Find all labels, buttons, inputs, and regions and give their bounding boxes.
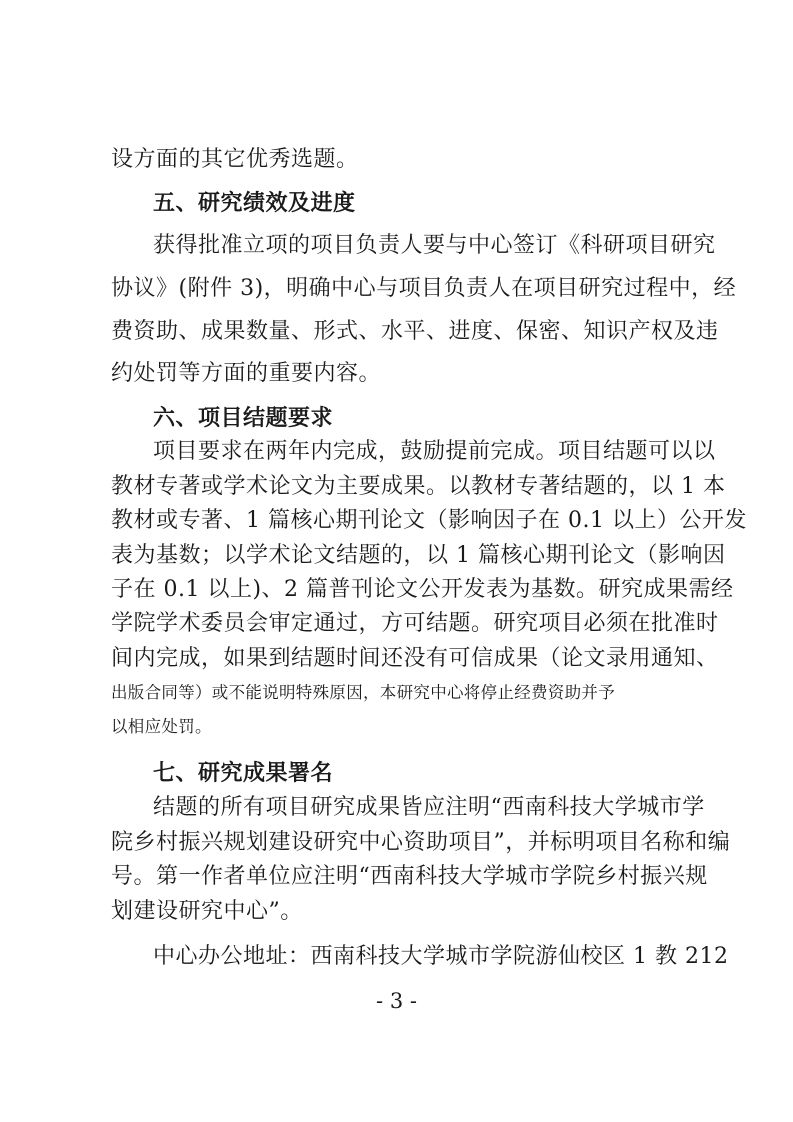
section-6-line: 项目要求在两年内完成，鼓励提前完成。项目结题可以以 (153, 439, 716, 464)
section-6-line: 教材专著或学术论文为主要成果。以教材专著结题的，以 1 本 (111, 474, 726, 499)
section-6-line: 以相应处罚。 (111, 717, 212, 736)
section-6-line: 间内完成，如果到结题时间还没有可信成果（论文录用通知、 (111, 646, 719, 671)
section-6-line: 表为基数；以学术论文结题的，以 1 篇核心期刊论文（影响因 (111, 543, 726, 568)
section-6-line: 子在 0.1 以上)、2 篇普刊论文公开发表为基数。研究成果需经 (111, 577, 734, 602)
section-6-line: 学院学术委员会审定通过，方可结题。研究项目必须在批准时 (111, 611, 719, 636)
section-6-line: 出版合同等）或不能说明特殊原因，本研究中心将停止经费资助并予 (111, 683, 615, 702)
section-7-line: 结题的所有项目研究成果皆应注明“西南科技大学城市学 (153, 795, 705, 820)
section-5-line: 约处罚等方面的重要内容。 (111, 361, 382, 386)
section-7-line: 号。第一作者单位应注明“西南科技大学城市学院乡村振兴规 (111, 864, 708, 889)
section-7-line: 院乡村振兴规划建设研究中心资助项目”，并标明项目名称和编 (111, 830, 731, 855)
page-number: - 3 - (376, 989, 417, 1013)
section-5-line: 获得批准立项的项目负责人要与中心签订《科研项目研究 (153, 233, 716, 258)
section-5-line: 协议》(附件 3)，明确中心与项目负责人在项目研究过程中，经 (111, 276, 737, 301)
office-address: 中心办公地址：西南科技大学城市学院游仙校区 1 教 212 (153, 944, 729, 969)
section-5-line: 费资助、成果数量、形式、水平、进度、保密、知识产权及违 (111, 319, 719, 344)
section-6-line: 教材或专著、1 篇核心期刊论文（影响因子在 0.1 以上）公开发 (111, 508, 747, 533)
section-5-heading: 五、研究绩效及进度 (153, 190, 356, 216)
section-7-heading: 七、研究成果署名 (153, 760, 334, 786)
section-6-heading: 六、项目结题要求 (153, 405, 334, 431)
section-4-tail: 设方面的其它优秀选题。 (111, 147, 359, 172)
section-7-line: 划建设研究中心”。 (111, 899, 303, 924)
